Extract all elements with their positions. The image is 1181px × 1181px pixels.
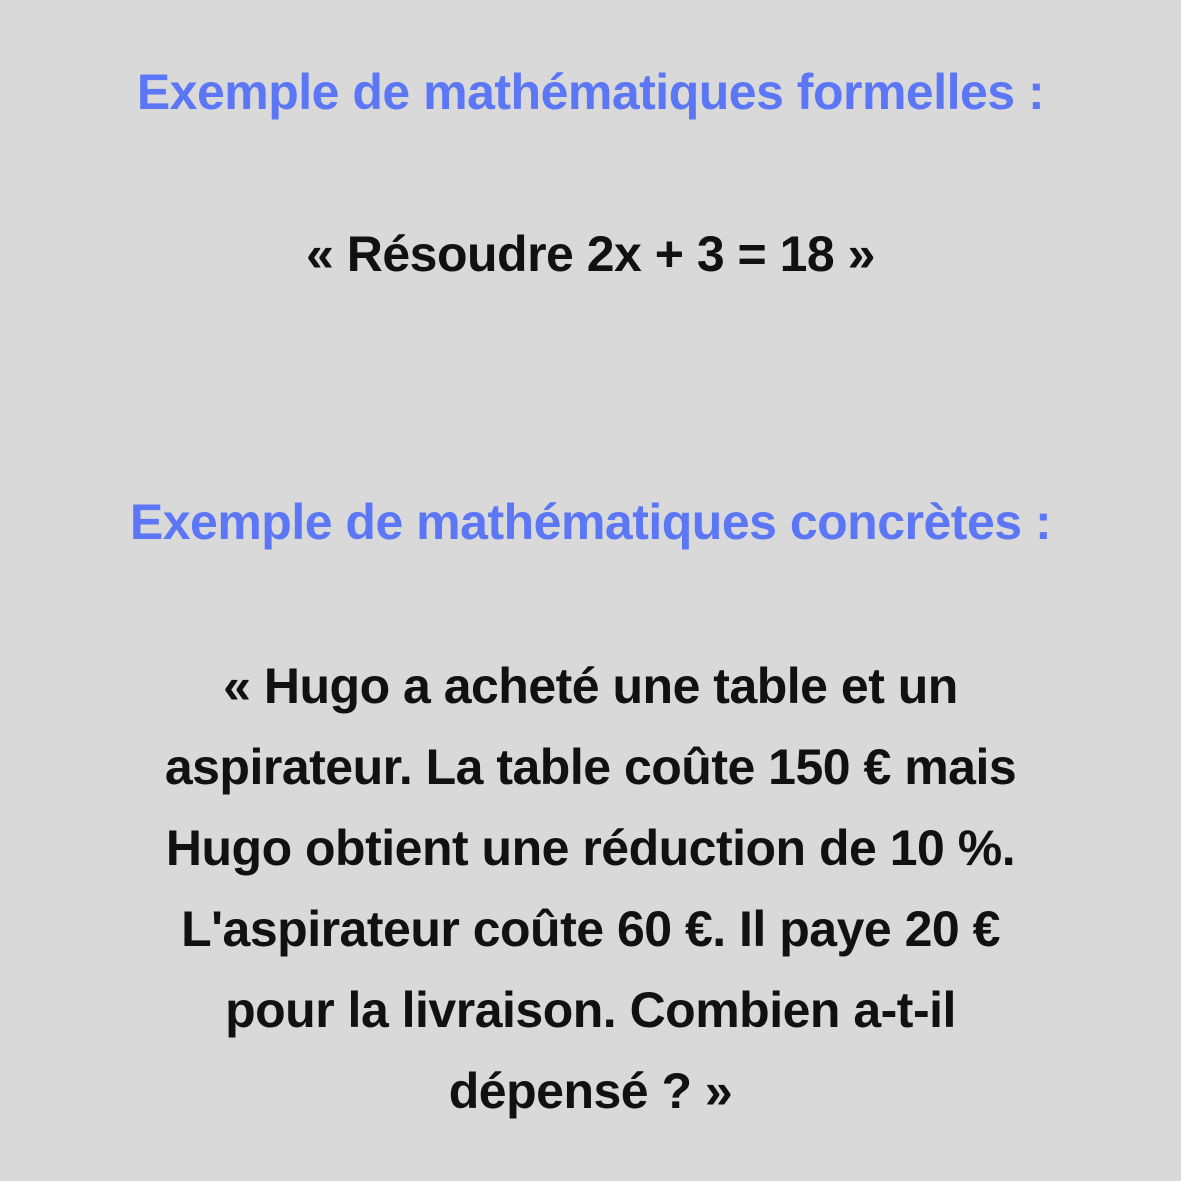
- concrete-math-example: [0, 656, 1181, 1142]
- formal-math-heading: Exemple de mathématiques formelles :: [136, 64, 1045, 120]
- example-line: « Hugo a acheté une table et un: [223, 658, 958, 714]
- example-line: L'aspirateur coûte 60 €. Il paye 20 €: [181, 901, 1000, 957]
- example-line: Hugo obtient une réduction de 10 %.: [165, 820, 1016, 876]
- example-line: aspirateur. La table coûte 150 € mais: [164, 739, 1017, 795]
- example-line: pour la livraison. Combien a-t-il: [225, 982, 956, 1038]
- formal-math-example: « Résoudre 2x + 3 = 18 »: [306, 226, 875, 282]
- concrete-math-heading: Exemple de mathématiques concrètes :: [129, 494, 1052, 550]
- example-line: dépensé ? »: [448, 1063, 733, 1119]
